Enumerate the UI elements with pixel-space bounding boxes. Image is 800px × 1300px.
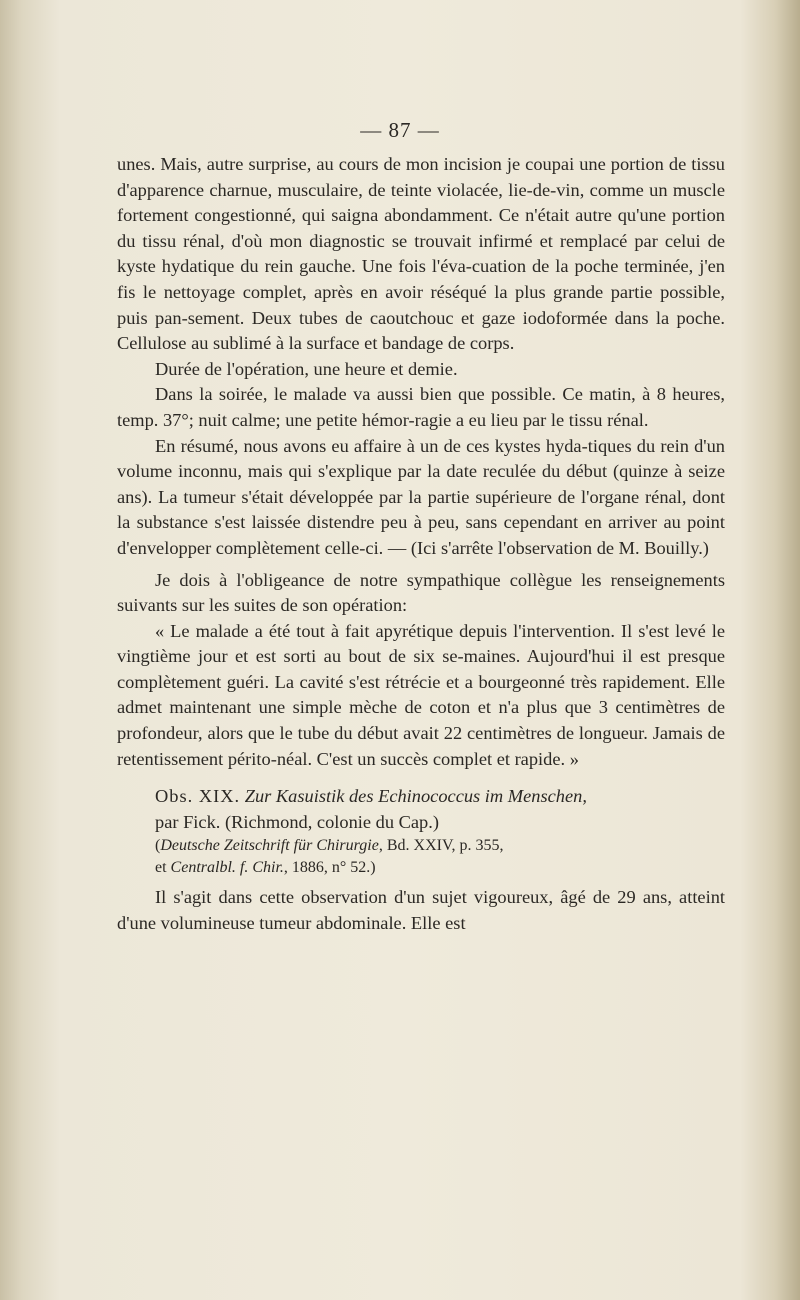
observation-text: Il s'agit dans cette observation d'un sujet vigoureux, âgé de 29 ans, atteint d'une volumineuse tumeur abdominale. Elle est <box>117 887 725 934</box>
observation-label: Obs. XIX. <box>155 786 241 807</box>
body-text <box>117 152 725 937</box>
observation-reference-2 <box>117 857 725 879</box>
ref-journal: Deutsche Zeitschrift für Chirurgie <box>160 837 379 855</box>
observation-heading <box>117 784 725 810</box>
paragraph-5: Je dois à l'obligeance de notre sympathique collègue les renseignements suivants sur les suites de son opération: <box>117 569 725 616</box>
paragraph-6-quote: « Le malade a été tout à fait apyrétique depuis l'intervention. Il s'est levé le vingtième jour et est sorti au bout de six se-maines. Aujourd'hui il est presque complètement guéri. La cavité s'est rétrécie et a bourgeonné très rapidement. Elle admet maintenant une simple mèche de coton et n'a plus que 3 centimètres de profondeur, alors que le tube du début avait 22 centimètres de longueur. Jamais de retentissement périto-néal. C'est un succès complet et rapide. » <box>117 620 725 769</box>
ref-volume: , Bd. XXIV, p. 355, <box>378 837 504 855</box>
observation-reference <box>117 835 725 857</box>
ref-journal-2: Centralbl. f. Chir. <box>170 859 284 877</box>
paragraph-4: En résumé, nous avons eu affaire à un de ces kystes hyda-tiques du rein d'un volume inconnu, mais qui s'explique par la date reculée du début (quinze à seize ans). La tumeur s'était développée par la partie supérieure de l'organe rénal, dont la substance s'est laissée distendre peu à peu, sans cependant en arriver au point d'envelopper complètement celle-ci. — (Ici s'arrête l'observation de M. Bouilly.) <box>117 435 725 558</box>
paragraph-3: Dans la soirée, le malade va aussi bien que possible. Ce matin, à 8 heures, temp. 37°; nuit calme; une petite hémor-ragie a eu lieu par le tissu rénal. <box>117 384 725 430</box>
page-number: — 87 — <box>360 118 440 142</box>
observation-author: par Fick. (Richmond, colonie du Cap.) <box>155 811 439 832</box>
ref-et: et <box>155 859 171 877</box>
paragraph-2: Durée de l'opération, une heure et demie. <box>155 358 458 379</box>
ref-open: ( <box>155 837 161 855</box>
observation-title: Zur Kasuistik des Echinococcus im Menschen, <box>244 786 587 807</box>
paragraph-1: unes. Mais, autre surprise, au cours de mon incision je coupai une portion de tissu d'apparence charnue, musculaire, de teinte violacée, lie-de-vin, comme un muscle fortement congestionné, qui saigna abondamment. Ce n'était autre qu'une portion du tissu rénal, d'où mon diagnostic se trouvait infirmé et remplacé par celui de kyste hydatique du rein gauche. Une fois l'éva-cuation de la poche terminée, j'en fis le nettoyage complet, après en avoir réséqué la plus grande partie possible, puis pan-sement. Deux tubes de caoutchouc et gaze iodoformée dans la poche. Cellulose au sublimé à la surface et bandage de corps. <box>117 154 725 354</box>
ref-tail: , 1886, n° 52.) <box>283 859 376 877</box>
